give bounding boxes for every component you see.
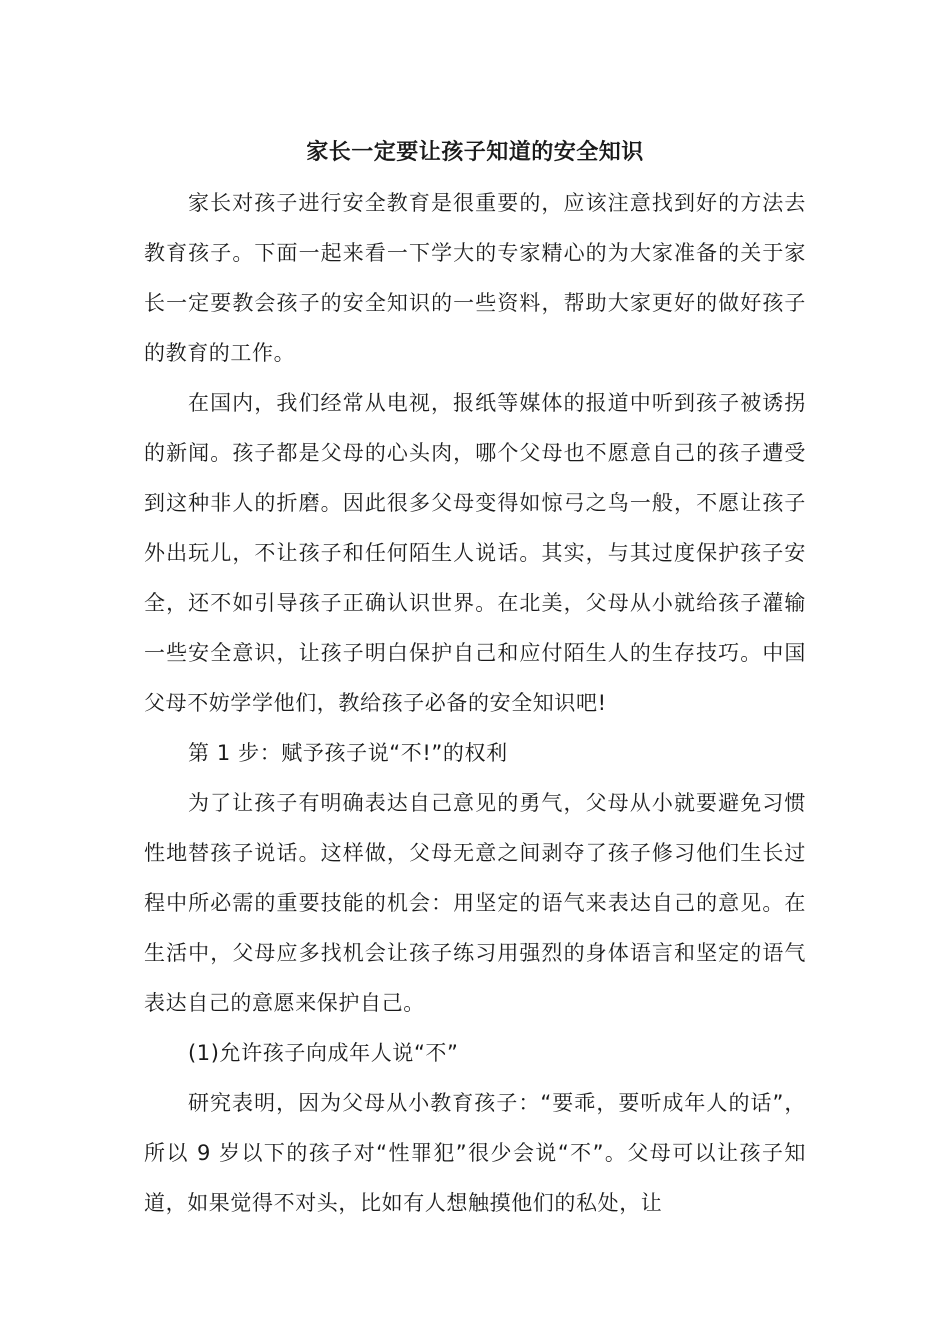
paragraph-intro: 家长对孩子进行安全教育是很重要的，应该注意找到好的方法去教育孩子。下面一起来看一下学大的专家精心的为大家准备的关于家长一定要教会孩子的安全知识的一些资料，帮助大家更好的做好孩子的教育的工作。 xyxy=(144,191,806,365)
document-title: 家长一定要让孩子知道的安全知识 xyxy=(306,140,644,165)
document-page xyxy=(144,128,806,1228)
step-1-heading: 第 1 步：赋予孩子说“不!”的权利 xyxy=(188,741,508,765)
paragraph-background: 在国内，我们经常从电视，报纸等媒体的报道中听到孩子被诱拐的新闻。孩子都是父母的心头肉，哪个父母也不愿意自己的孩子遭受到这种非人的折磨。因此很多父母变得如惊弓之鸟一般，不愿让孩子外出玩儿，不让孩子和任何陌生人说话。其实，与其过度保护孩子安全，还不如引导孩子正确认识世界。在北美，父母从小就给孩子灌输一些安全意识，让孩子明白保护自己和应付陌生人的生存技巧。中国父母不妨学学他们，教给孩子必备的安全知识吧! xyxy=(144,391,806,715)
paragraph-step-1: 为了让孩子有明确表达自己意见的勇气，父母从小就要避免习惯性地替孩子说话。这样做，父母无意之间剥夺了孩子修习他们生长过程中所必需的重要技能的机会：用坚定的语气来表达自己的意见。在生活中，父母应多找机会让孩子练习用强烈的身体语言和坚定的语气表达自己的意愿来保护自己。 xyxy=(144,791,806,1015)
subheading-1: (1)允许孩子向成年人说“不” xyxy=(188,1041,459,1065)
paragraph-research: 研究表明，因为父母从小教育孩子：“要乖，要听成年人的话”，所以 9 岁以下的孩子对“性罪犯”很少会说“不”。父母可以让孩子知道，如果觉得不对头，比如有人想触摸他们的私处，让 xyxy=(144,1091,806,1215)
